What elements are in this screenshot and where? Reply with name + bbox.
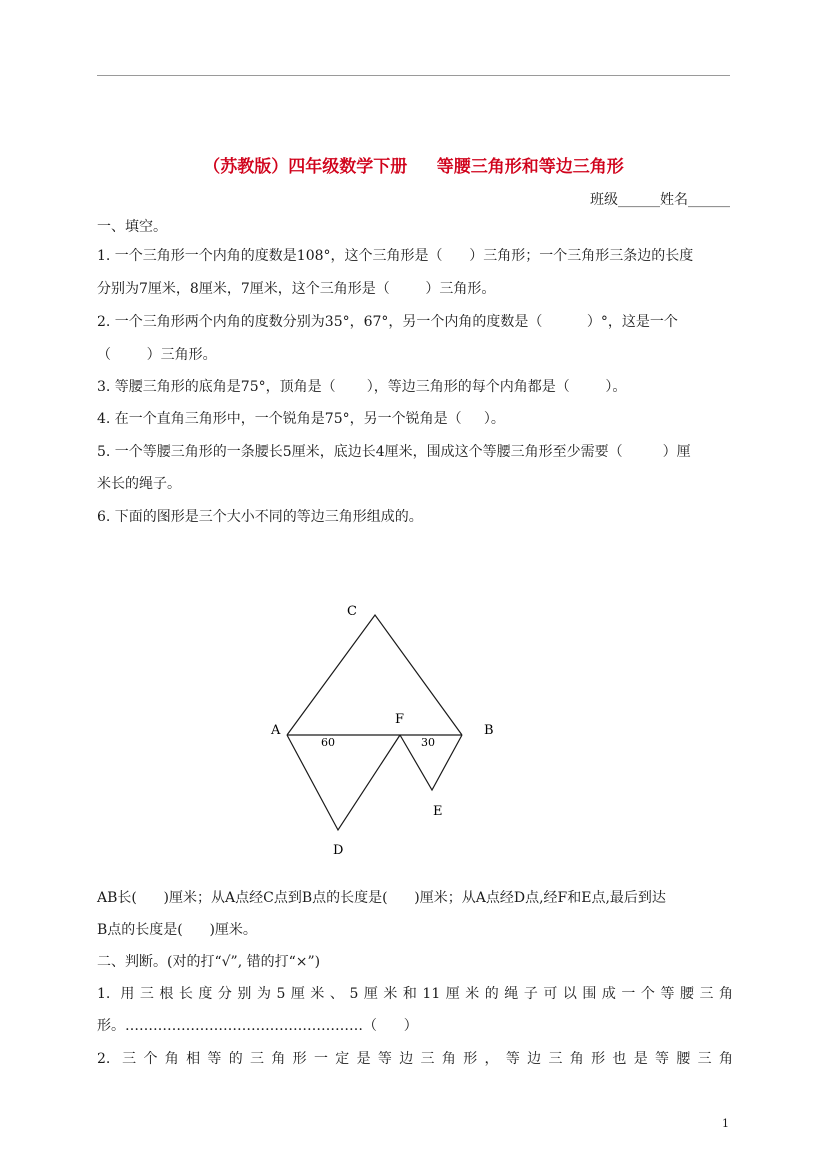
- section2-heading: 二、判断。(对的打“√”, 错的打“×”): [97, 954, 321, 970]
- judgement-1-line-1: 1. 用三根长度分别为5厘米、5厘米和11厘米的绳子可以围成一个等腰三角: [97, 986, 733, 1002]
- label-b: B: [484, 723, 494, 738]
- judgement-1-line-2: 形。……………………………………………（ ）: [97, 1018, 418, 1034]
- triangle-figure: [260, 595, 510, 865]
- fb-length-label: 30: [421, 736, 435, 749]
- label-f: F: [395, 712, 405, 727]
- page-title: （苏教版）四年级数学下册 等腰三角形和等边三角形: [203, 157, 624, 177]
- label-c: C: [347, 604, 357, 619]
- figure-question-line-1: AB长( )厘米；从A点经C点到B点的长度是( )厘米；从A点经D点,经F和E点,最后到达: [97, 890, 666, 906]
- header-rule: [97, 75, 730, 76]
- question-2-line-1: 2. 一个三角形两个内角的度数分别为35°，67°，另一个内角的度数是（ ）°，这是一个: [97, 314, 678, 330]
- judgement-2-line-1: 2. 三个角相等的三角形一定是等边三角形，等边三角形也是等腰三角: [97, 1051, 733, 1067]
- question-3: 3. 等腰三角形的底角是75°，顶角是（ ），等边三角形的每个内角都是（ ）。: [97, 379, 627, 395]
- question-6: 6. 下面的图形是三个大小不同的等边三角形组成的。: [97, 509, 423, 525]
- section1-heading: 一、填空。: [97, 219, 167, 235]
- triangle-large: [287, 615, 462, 735]
- class-name-line: 班级______姓名______: [590, 192, 730, 208]
- question-2-line-2: （ ）三角形。: [97, 347, 217, 363]
- question-1-line-1: 1. 一个三角形一个内角的度数是108°，这个三角形是（ ）三角形；一个三角形三条边的长度: [97, 248, 694, 264]
- label-d: D: [333, 843, 344, 858]
- af-length-label: 60: [321, 736, 335, 749]
- figure-question-line-2: B点的长度是( )厘米。: [97, 922, 257, 938]
- triangle-medium: [287, 735, 400, 830]
- label-e: E: [433, 804, 443, 819]
- question-1-line-2: 分别为7厘米，8厘米，7厘米，这个三角形是（ ）三角形。: [97, 281, 496, 297]
- question-4: 4. 在一个直角三角形中，一个锐角是75°，另一个锐角是（ ）。: [97, 411, 505, 427]
- label-a: A: [271, 723, 281, 738]
- page-number: 1: [722, 1117, 729, 1130]
- question-5-line-2: 米长的绳子。: [97, 476, 181, 492]
- question-5-line-1: 5. 一个等腰三角形的一条腰长5厘米，底边长4厘米，围成这个等腰三角形至少需要（ ）厘: [97, 444, 691, 460]
